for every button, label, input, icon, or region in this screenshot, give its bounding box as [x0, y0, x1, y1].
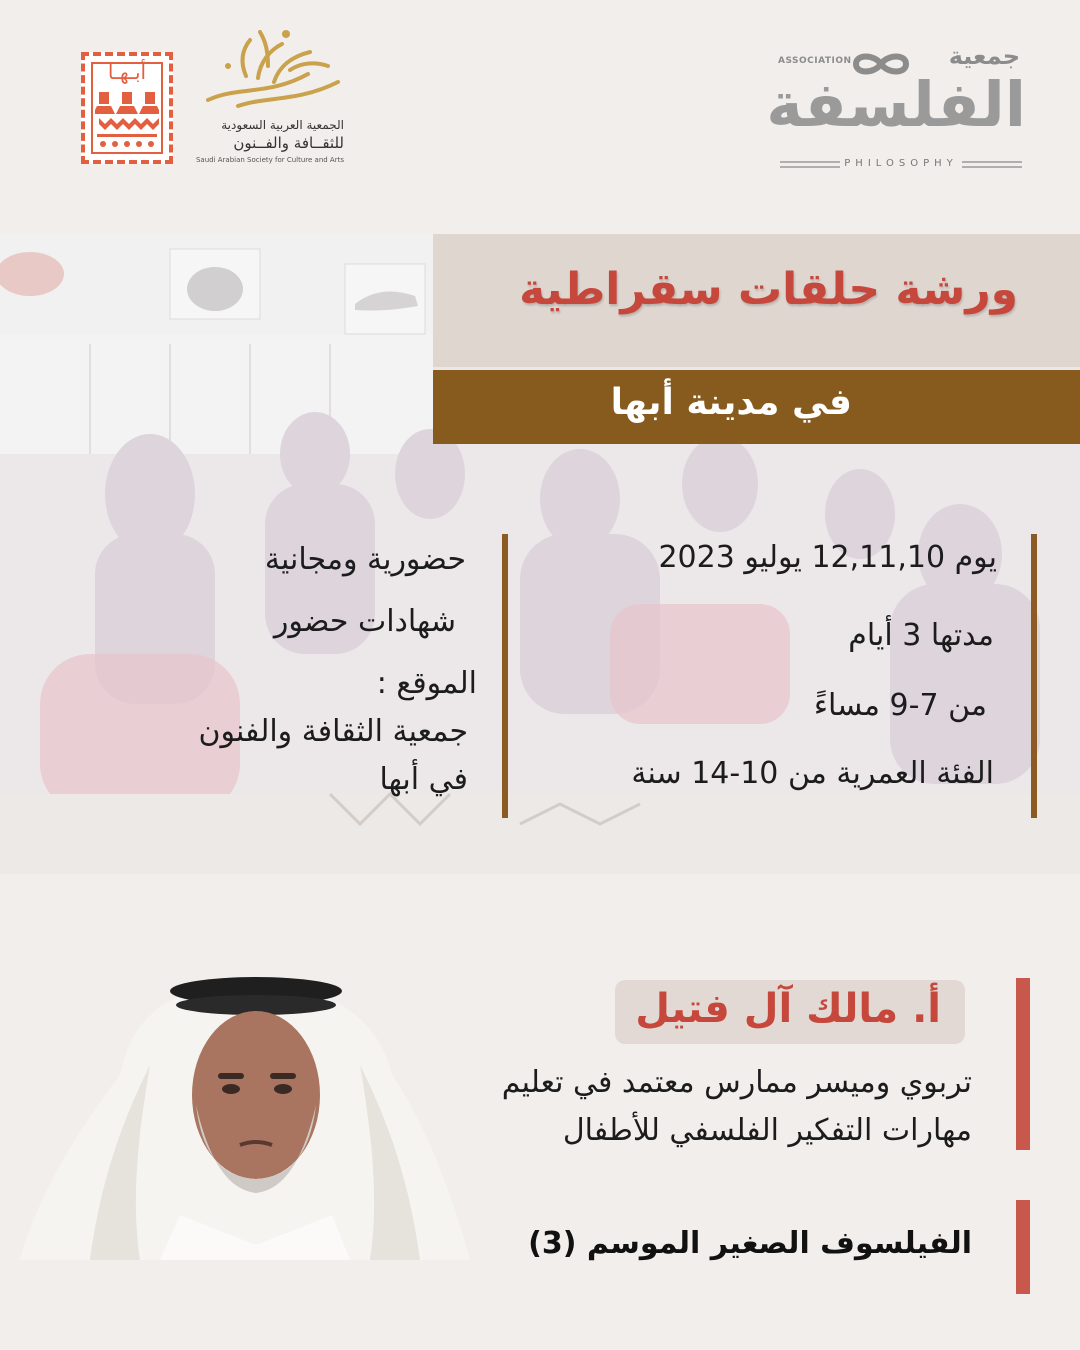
sasca-english: Saudi Arabian Society for Culture and Arts [195, 156, 344, 164]
event-attendance: حضورية ومجانية [264, 542, 466, 577]
sasca-logo [192, 26, 352, 176]
event-location-label: الموقع : [376, 666, 477, 701]
event-duration: مدتها 3 أيام [848, 618, 994, 653]
sasca-arabic-line2: للثقــافة والفــنون [233, 134, 344, 152]
abha-pattern-icon [95, 90, 159, 150]
speaker-name: أ. مالك آل فتيل [635, 986, 941, 1032]
speaker-bio-line1: تربوي وميسر ممارس معتمد في تعليم [501, 1065, 972, 1100]
event-certificates: شهادات حضور [273, 604, 456, 639]
sasca-emblem-icon [198, 26, 344, 114]
speaker-bio-line2: مهارات التفكير الفلسفي للأطفال [562, 1113, 972, 1148]
speaker-accent-bar [1016, 978, 1030, 1150]
event-date: يوم 12,11,10 يوليو 2023 [658, 540, 997, 575]
event-location-name: جمعية الثقافة والفنون [198, 714, 468, 749]
speaker-portrait [20, 955, 470, 1260]
philosophy-association-logo [766, 40, 1030, 175]
philosophy-logo-association: ASSOCIATION [778, 56, 852, 66]
details-right-divider [1031, 534, 1037, 818]
philosophy-logo-english: PHILOSOPHY [844, 158, 958, 169]
details-left-divider [502, 534, 508, 818]
season-accent-bar [1016, 1200, 1030, 1294]
event-time: من 7-9 مساءً [813, 688, 987, 723]
philosophy-logo-small-arabic: جمعية [948, 42, 1020, 70]
event-location-city: في أبها [379, 762, 468, 797]
abha-logo [81, 52, 173, 164]
sasca-arabic-line1: الجمعية العربية السعودية [221, 118, 344, 132]
abha-logo-text: أبـهـا [107, 60, 147, 84]
philosophy-logo-big-arabic: الفلسفة [766, 68, 1026, 141]
event-subtitle: في مدينة أبها [610, 382, 852, 423]
event-title: ورشة حلقات سقراطية [519, 264, 1018, 315]
event-subtitle-panel [433, 370, 1080, 444]
speaker-photo-image [20, 955, 470, 1260]
program-season: الفيلسوف الصغير الموسم (3) [528, 1226, 972, 1261]
event-age-range: الفئة العمرية من 10-14 سنة [631, 756, 994, 791]
event-title-panel [433, 234, 1080, 367]
speaker-name-panel [615, 980, 965, 1044]
